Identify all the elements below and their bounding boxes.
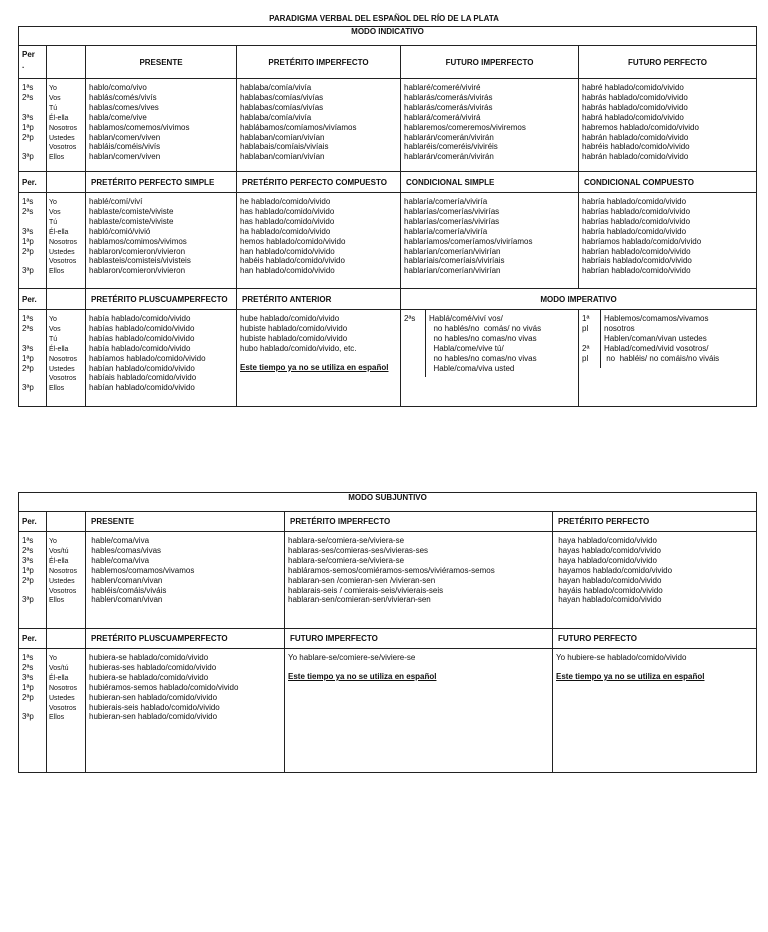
person-column: 1ªs 2ªs 3ªs 1ªp 2ªp 3ªp xyxy=(19,193,47,289)
tense-header-presente: PRESENTE xyxy=(86,46,237,79)
anterior-forms: hube hablado/comido/vivido hubiste hablado/comido/vivido hubiste hablado/comido/vivido hubo hablado/comido/vivido, etc. xyxy=(240,314,357,353)
conjugation-presente: hablo/como/vivo hablás/comés/vivís hablas/comes/vives habla/come/vive hablamos/comemos/vivimos hablan/comen/viven habláis/coméis/vivís hablan/comen/viven xyxy=(86,79,237,172)
conjugation-preterito-imperfecto: hablaba/comía/vivía hablabas/comías/vivías hablabas/comías/vivías hablaba/comía/vivía hablábamos/comíamos/vivíamos hablaban/comían/vivían hablabais/comíais/vivíais hablaban/comían/vivían xyxy=(237,79,401,172)
imperativo-singular-cell xyxy=(401,310,579,407)
pronoun-column: Yo Vos Tú Él-ella Nosotros Ustedes Vosotros Ellos xyxy=(47,310,86,407)
tense-header-preterito-perfecto-simple: PRETÉRITO PERFECTO SIMPLE xyxy=(86,172,237,193)
imperativo-plural-forms: Hablemos/comamos/vivamos nosotros Hablen/coman/vivan ustedes Hablad/comed/vivid vosotros/ no habléis/ no comáis/no viváis xyxy=(604,314,720,363)
person-column: 1ªs 2ªs 3ªs 1ªp 2ªp 3ªp xyxy=(19,310,47,407)
conjugation-preterito-perfecto-simple: hablé/comí/viví hablaste/comiste/viviste hablaste/comiste/viviste habló/comió/vivió hablamos/comimos/vivimos hablaron/comieron/vivieron hablasteis/comisteis/vivisteis hablaron/comieron/vivieron xyxy=(86,193,237,289)
per-header: Per. xyxy=(19,629,47,649)
conjugation-futuro-perfecto: habré hablado/comido/vivido habrás hablado/comido/vivido habrás hablado/comido/vivido habrá hablado/comido/vivido habremos hablado/comido/vivido habrán hablado/comido/vivido habréis hablado/comido/vivido habrán hablado/comido/vivido xyxy=(579,79,757,172)
conjugation-subj-futuro-imperfecto xyxy=(285,649,553,773)
document-title: PARADIGMA VERBAL DEL ESPAÑOL DEL RÍO DE LA PLATA xyxy=(269,14,499,23)
conjugation-condicional-compuesto: habría hablado/comido/vivido habrías hablado/comido/vivido habrías hablado/comido/vivido habría hablado/comido/vivido habríamos hablado/comido/vivido habrían hablado/comido/vivido habríais hablado/comido/vivido habrían hablado/comido/vivido xyxy=(579,193,757,289)
per-header: Per. xyxy=(19,512,47,532)
conjugation-condicional-simple: hablaría/comería/viviría hablarías/comerías/vivirías hablarías/comerías/vivirías hablaría/comería/viviría hablaríamos/comeríamos/viviríamos hablarían/comerían/vivirían hablaríais/comeríais/viviríais hablarían/comerían/vivirían xyxy=(401,193,579,289)
tense-header-preterito-perfecto-compuesto: PRETÉRITO PERFECTO COMPUESTO xyxy=(237,172,401,193)
tense-header-subj-preterito-pluscuamperfecto: PRETÉRITO PLUSCUAMPERFECTO xyxy=(86,629,285,649)
tense-header-subj-presente: PRESENTE xyxy=(86,512,285,532)
conjugation-preterito-anterior xyxy=(237,310,401,407)
pronoun-column: Yo Vos Tú Él-ella Nosotros Ustedes Vosotros Ellos xyxy=(47,79,86,172)
per-header: Per . xyxy=(19,46,47,79)
futuro-perfecto-note: Este tiempo ya no se utiliza en español xyxy=(556,671,705,681)
indicativo-table xyxy=(18,26,757,407)
imperativo-plural-cell xyxy=(579,310,757,407)
pronoun-header xyxy=(47,172,86,193)
conjugation-preterito-pluscuamperfecto: había hablado/comido/vivido habías hablado/comido/vivido habías hablado/comido/vivido había hablado/comido/vivido habíamos hablado/comido/vivido habían hablado/comido/vivido habíais hablado/comido/vivido habían hablado/comido/vivido xyxy=(86,310,237,407)
tense-header-futuro-imperfecto: FUTURO IMPERFECTO xyxy=(401,46,579,79)
conjugation-subj-preterito-pluscuamperfecto: hubiera-se hablado/comido/vivido hubieras-ses hablado/comido/vivido hubiera-se hablado/comido/vivido hubiéramos-semos hablado/comido/vivido hubieran-sen hablado/comido/vivido hubierais-seis hablado/comido/vivido hubieran-sen hablado/comido/vivido xyxy=(86,649,285,773)
tense-header-futuro-perfecto: FUTURO PERFECTO xyxy=(579,46,757,79)
modo-imperativo-header: MODO IMPERATIVO xyxy=(401,289,757,310)
imperativo-plural-person: 1ª pl 2ª pl xyxy=(579,310,601,368)
conjugation-subj-preterito-imperfecto: hablara-se/comiera-se/viviera-se hablaras-ses/comieras-ses/vivieras-ses hablara-se/comiera-se/viviera-se habláramos-semos/comiéramos-semos/viviéramos-semos hablaran-sen /comieran-sen /vivieran-sen hablarais-seis / comierais-seis/vivierais-seis hablaran-sen/comieran-sen/vivieran-sen xyxy=(285,532,553,629)
tense-header-subj-futuro-imperfecto: FUTURO IMPERFECTO xyxy=(285,629,553,649)
conjugation-preterito-perfecto-compuesto: he hablado/comido/vivido has hablado/comido/vivido has hablado/comido/vivido ha hablado/comido/vivido hemos hablado/comido/vivido han hablado/comido/vivido habéis hablado/comido/vivido han hablado/comido/vivido xyxy=(237,193,401,289)
tense-header-subj-preterito-perfecto: PRETÉRITO PERFECTO xyxy=(553,512,757,532)
imperativo-singular-forms: Hablá/comé/viví vos/ no hablés/no comás/ no vivás no hables/no comas/no vivas Habla/come/vive tú/ no hables/no comas/no vivas Hable/coma/viva usted xyxy=(429,314,542,373)
subjuntivo-mode-header: MODO SUBJUNTIVO xyxy=(19,493,757,512)
pronoun-header xyxy=(47,512,86,532)
tense-header-preterito-pluscuamperfecto: PRETÉRITO PLUSCUAMPERFECTO xyxy=(86,289,237,310)
tense-header-condicional-compuesto: CONDICIONAL COMPUESTO xyxy=(579,172,757,193)
futuro-imperfecto-forms: Yo hablare-se/comiere-se/viviere-se xyxy=(288,653,416,662)
pronoun-header xyxy=(47,46,86,79)
conjugation-futuro-imperfecto: hablaré/comeré/viviré hablarás/comerás/vivirás hablarás/comerás/vivirás hablará/comerá/vivirá hablaremos/comeremos/viviremos hablarán/comerán/vivirán hablaréis/comeréis/viviréis hablarán/comerán/vivirán xyxy=(401,79,579,172)
per-header: Per. xyxy=(19,289,47,310)
futuro-imperfecto-note: Este tiempo ya no se utiliza en español xyxy=(288,671,437,681)
person-column: 1ªs 2ªs 3ªs 1ªp 2ªp 3ªp xyxy=(19,532,47,629)
conjugation-subj-futuro-perfecto xyxy=(553,649,757,773)
imperativo-singular-person: 2ªs xyxy=(401,310,426,377)
conjugation-subj-presente: hable/coma/viva hables/comas/vivas hable/coma/viva hablemos/comamos/vivamos hablen/coman/vivan habléis/comáis/viváis hablen/coman/vivan xyxy=(86,532,285,629)
tense-header-preterito-anterior: PRETÉRITO ANTERIOR xyxy=(237,289,401,310)
per-header: Per. xyxy=(19,172,47,193)
person-column: 1ªs 2ªs 3ªs 1ªp 2ªp 3ªp xyxy=(19,649,47,773)
anterior-note: Este tiempo ya no se utiliza en español xyxy=(240,362,389,372)
futuro-perfecto-forms: Yo hubiere-se hablado/comido/vivido xyxy=(556,653,687,662)
pronoun-header xyxy=(47,629,86,649)
pronoun-column: Yo Vos/tú Él-ella Nosotros Ustedes Vosotros Ellos xyxy=(47,532,86,629)
person-column: 1ªs 2ªs 3ªs 1ªp 2ªp 3ªp xyxy=(19,79,47,172)
subjuntivo-table xyxy=(18,492,757,773)
pronoun-header xyxy=(47,289,86,310)
tense-header-preterito-imperfecto: PRETÉRITO IMPERFECTO xyxy=(237,46,401,79)
tense-header-condicional-simple: CONDICIONAL SIMPLE xyxy=(401,172,579,193)
tense-header-subj-preterito-imperfecto: PRETÉRITO IMPERFECTO xyxy=(285,512,553,532)
tense-header-subj-futuro-perfecto: FUTURO PERFECTO xyxy=(553,629,757,649)
pronoun-column: Yo Vos Tú Él-ella Nosotros Ustedes Vosotros Ellos xyxy=(47,193,86,289)
pronoun-column: Yo Vos/tú Él-ella Nosotros Ustedes Vosotros Ellos xyxy=(47,649,86,773)
indicativo-mode-header: MODO INDICATIVO xyxy=(19,27,757,46)
conjugation-subj-preterito-perfecto: haya hablado/comido/vivido hayas hablado/comido/vivido haya hablado/comido/vivido hayamos hablado/comido/vivido hayan hablado/comido/vivido hayáis hablado/comido/vivido hayan hablado/comido/vivido xyxy=(553,532,757,629)
